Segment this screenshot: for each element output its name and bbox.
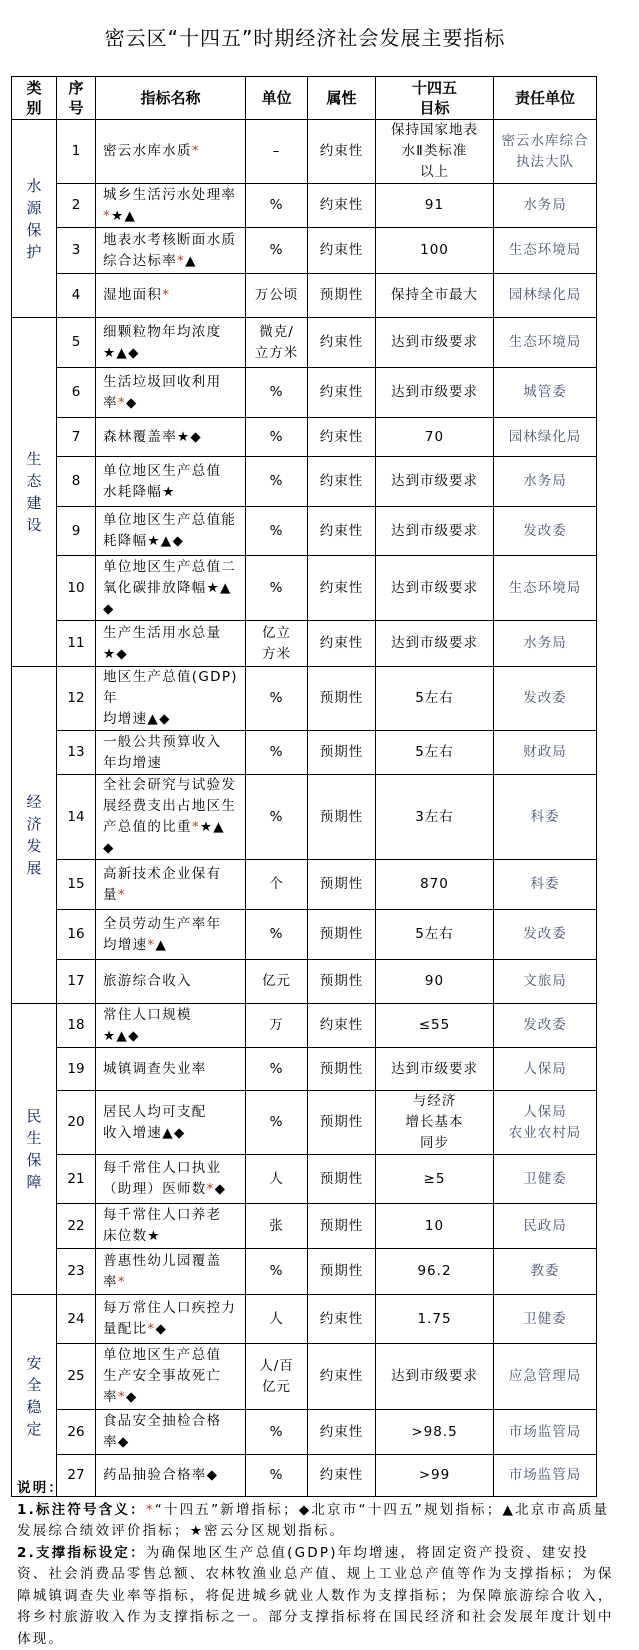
indicators-table bbox=[11, 76, 597, 1497]
attribute-cell: 约束性 bbox=[308, 1004, 376, 1048]
seq-cell: 3 bbox=[57, 228, 96, 274]
responsible-unit-cell: 园林绿化局 bbox=[494, 418, 597, 457]
indicator-name: 单位地区生产总值 生产安全事故死亡 率 bbox=[103, 1347, 221, 1405]
note-2-label: 2.支撑指标设定： bbox=[17, 1545, 146, 1561]
new-indicator-mark: * bbox=[118, 1274, 126, 1290]
indicator-marks: ★▲ ◆ bbox=[103, 580, 232, 617]
table-row bbox=[12, 1048, 597, 1091]
header-category: 类 别 bbox=[12, 77, 57, 120]
indicator-name-cell bbox=[96, 960, 246, 1004]
attribute-cell: 预期性 bbox=[308, 274, 376, 318]
responsible-unit-cell: 密云水库综合 执法大队 bbox=[494, 120, 597, 184]
indicator-name: 单位地区生产总值能 耗降幅 bbox=[103, 512, 236, 549]
header-seq: 序 号 bbox=[57, 77, 96, 120]
responsible-unit-cell: 文旅局 bbox=[494, 960, 597, 1004]
seq-cell: 4 bbox=[57, 274, 96, 318]
attribute-cell: 预期性 bbox=[308, 775, 376, 860]
indicator-name-cell bbox=[96, 1048, 246, 1091]
new-indicator-mark: * bbox=[118, 1389, 126, 1405]
responsible-unit-cell: 生态环境局 bbox=[494, 556, 597, 621]
attribute-cell: 预期性 bbox=[308, 1048, 376, 1091]
unit-cell: % bbox=[246, 368, 308, 418]
attribute-cell: 预期性 bbox=[308, 667, 376, 731]
indicator-name-cell bbox=[96, 184, 246, 228]
indicator-marks: ★▲◆ bbox=[103, 345, 140, 361]
indicator-name: 每千常住人口养老 床位数 bbox=[103, 1207, 221, 1244]
indicator-name-cell bbox=[96, 318, 246, 368]
indicator-name: 生产生活用水总量 bbox=[103, 625, 221, 641]
indicator-name: 食品安全抽检合格 率 bbox=[103, 1413, 221, 1450]
target-cell: 达到市级要求 bbox=[376, 368, 494, 418]
attribute-cell: 约束性 bbox=[308, 457, 376, 507]
seq-cell: 17 bbox=[57, 960, 96, 1004]
target-cell: 91 bbox=[376, 184, 494, 228]
responsible-unit-cell: 园林绿化局 bbox=[494, 274, 597, 318]
target-cell: ≤55 bbox=[376, 1004, 494, 1048]
indicator-marks: ▲ bbox=[185, 253, 197, 269]
indicator-name: 密云水库水质 bbox=[103, 143, 192, 159]
unit-cell: 人/百 亿元 bbox=[246, 1344, 308, 1410]
unit-cell: % bbox=[246, 731, 308, 775]
unit-cell: % bbox=[246, 1410, 308, 1455]
table-row bbox=[12, 1204, 597, 1249]
attribute-cell: 约束性 bbox=[308, 1455, 376, 1497]
indicator-marks: ◆ bbox=[155, 1321, 167, 1337]
unit-cell: 人 bbox=[246, 1155, 308, 1204]
unit-cell: % bbox=[246, 418, 308, 457]
indicator-name: 高新技术企业保有 量 bbox=[103, 866, 221, 903]
seq-cell: 2 bbox=[57, 184, 96, 228]
attribute-cell: 约束性 bbox=[308, 1344, 376, 1410]
responsible-unit-cell: 人保局 农业农村局 bbox=[494, 1091, 597, 1155]
target-cell: ≥5 bbox=[376, 1155, 494, 1204]
responsible-unit-cell: 生态环境局 bbox=[494, 318, 597, 368]
category-cell bbox=[12, 667, 57, 1004]
seq-cell: 26 bbox=[57, 1410, 96, 1455]
category-cell bbox=[12, 1004, 57, 1295]
indicator-name-cell bbox=[96, 1004, 246, 1048]
attribute-cell: 预期性 bbox=[308, 1249, 376, 1295]
target-cell: 5左右 bbox=[376, 731, 494, 775]
target-cell: 10 bbox=[376, 1204, 494, 1249]
indicator-name: 森林覆盖率 bbox=[103, 429, 177, 445]
indicator-marks: ◆ bbox=[215, 1181, 227, 1197]
unit-cell: 万公顷 bbox=[246, 274, 308, 318]
unit-cell: 个 bbox=[246, 860, 308, 910]
indicator-marks: ▲◆ bbox=[162, 1125, 185, 1141]
responsible-unit-cell: 市场监管局 bbox=[494, 1455, 597, 1497]
seq-cell: 21 bbox=[57, 1155, 96, 1204]
target-cell: 5左右 bbox=[376, 910, 494, 960]
note-1-text: “十四五”新增指标；◆北京市“十四五”规划指标；▲北京市高质量发展综合绩效评价指标；★密云分区规划指标。 bbox=[17, 1502, 609, 1540]
target-cell: 达到市级要求 bbox=[376, 1344, 494, 1410]
seq-cell: 16 bbox=[57, 910, 96, 960]
indicator-name: 一般公共预算收入 年均增速 bbox=[103, 734, 221, 771]
unit-cell: 微克/ 立方米 bbox=[246, 318, 308, 368]
seq-cell: 19 bbox=[57, 1048, 96, 1091]
unit-cell: % bbox=[246, 457, 308, 507]
new-indicator-mark: * bbox=[207, 1181, 215, 1197]
indicator-name-cell bbox=[96, 507, 246, 556]
indicator-name: 全员劳动生产率年 均增速 bbox=[103, 916, 221, 953]
new-indicator-mark: * bbox=[192, 819, 200, 835]
attribute-cell: 预期性 bbox=[308, 731, 376, 775]
indicator-name-cell bbox=[96, 731, 246, 775]
indicator-name: 旅游综合收入 bbox=[103, 973, 192, 989]
seq-cell: 15 bbox=[57, 860, 96, 910]
unit-cell: 人 bbox=[246, 1295, 308, 1344]
attribute-cell: 约束性 bbox=[308, 318, 376, 368]
indicator-marks: ★▲ bbox=[111, 208, 136, 224]
indicator-name-cell bbox=[96, 368, 246, 418]
table-row bbox=[12, 368, 597, 418]
attribute-cell: 约束性 bbox=[308, 1295, 376, 1344]
responsible-unit-cell: 发改委 bbox=[494, 667, 597, 731]
target-cell: 达到市级要求 bbox=[376, 318, 494, 368]
table-row bbox=[12, 556, 597, 621]
indicator-name-cell bbox=[96, 667, 246, 731]
header-attr: 属性 bbox=[308, 77, 376, 120]
table-row bbox=[12, 1004, 597, 1048]
new-indicator-mark: * bbox=[147, 937, 155, 953]
responsible-unit-cell: 科委 bbox=[494, 860, 597, 910]
indicator-name-cell bbox=[96, 1204, 246, 1249]
target-cell: 3左右 bbox=[376, 775, 494, 860]
seq-cell: 8 bbox=[57, 457, 96, 507]
indicator-name: 生活垃圾回收利用 率 bbox=[103, 374, 221, 411]
indicator-name: 单位地区生产总值 水耗降幅 bbox=[103, 463, 221, 500]
attribute-cell: 预期性 bbox=[308, 860, 376, 910]
header-name: 指标名称 bbox=[96, 77, 246, 120]
target-cell: 保持全市最大 bbox=[376, 274, 494, 318]
unit-cell: % bbox=[246, 1048, 308, 1091]
seq-cell: 1 bbox=[57, 120, 96, 184]
attribute-cell: 预期性 bbox=[308, 960, 376, 1004]
indicator-name-cell bbox=[96, 120, 246, 184]
new-indicator-mark: * bbox=[192, 143, 200, 159]
table-row bbox=[12, 860, 597, 910]
indicator-name-cell bbox=[96, 1410, 246, 1455]
indicator-name-cell bbox=[96, 1344, 246, 1410]
responsible-unit-cell: 市场监管局 bbox=[494, 1410, 597, 1455]
indicator-name-cell bbox=[96, 1249, 246, 1295]
indicator-name: 居民人均可支配 收入增速 bbox=[103, 1104, 207, 1141]
responsible-unit-cell: 水务局 bbox=[494, 621, 597, 667]
responsible-unit-cell: 生态环境局 bbox=[494, 228, 597, 274]
table-row bbox=[12, 910, 597, 960]
attribute-cell: 预期性 bbox=[308, 910, 376, 960]
note-1-label: 1.标注符号含义： bbox=[17, 1502, 146, 1518]
category-label: 民生保障 bbox=[26, 1105, 42, 1193]
attribute-cell: 约束性 bbox=[308, 368, 376, 418]
unit-cell: % bbox=[246, 184, 308, 228]
seq-cell: 7 bbox=[57, 418, 96, 457]
indicator-name-cell bbox=[96, 621, 246, 667]
header-row bbox=[12, 77, 597, 120]
new-indicator-mark: * bbox=[118, 887, 126, 903]
indicator-marks: ▲◆ bbox=[147, 711, 170, 727]
target-cell: 达到市级要求 bbox=[376, 1048, 494, 1091]
responsible-unit-cell: 水务局 bbox=[494, 184, 597, 228]
attribute-cell: 约束性 bbox=[308, 507, 376, 556]
seq-cell: 20 bbox=[57, 1091, 96, 1155]
responsible-unit-cell: 发改委 bbox=[494, 910, 597, 960]
unit-cell: % bbox=[246, 775, 308, 860]
target-cell: 870 bbox=[376, 860, 494, 910]
indicator-name: 城镇调查失业率 bbox=[103, 1061, 207, 1077]
target-cell: 90 bbox=[376, 960, 494, 1004]
responsible-unit-cell: 卫健委 bbox=[494, 1155, 597, 1204]
indicator-marks: ★▲◆ bbox=[103, 1028, 140, 1044]
unit-cell: % bbox=[246, 228, 308, 274]
attribute-cell: 预期性 bbox=[308, 1204, 376, 1249]
seq-cell: 18 bbox=[57, 1004, 96, 1048]
seq-cell: 11 bbox=[57, 621, 96, 667]
responsible-unit-cell: 卫健委 bbox=[494, 1295, 597, 1344]
indicator-name: 每万常住人口疾控力 量配比 bbox=[103, 1300, 236, 1337]
table-row bbox=[12, 318, 597, 368]
category-label: 水源保护 bbox=[26, 175, 42, 263]
seq-cell: 6 bbox=[57, 368, 96, 418]
indicator-name-cell bbox=[96, 418, 246, 457]
unit-cell: % bbox=[246, 910, 308, 960]
target-cell: >99 bbox=[376, 1455, 494, 1497]
indicator-name: 药品抽验合格率 bbox=[103, 1467, 207, 1483]
category-cell bbox=[12, 318, 57, 667]
new-indicator-mark: * bbox=[147, 1321, 155, 1337]
table-row bbox=[12, 274, 597, 318]
unit-cell: % bbox=[246, 507, 308, 556]
indicator-marks: ★◆ bbox=[177, 429, 202, 445]
responsible-unit-cell: 教委 bbox=[494, 1249, 597, 1295]
seq-cell: 5 bbox=[57, 318, 96, 368]
seq-cell: 12 bbox=[57, 667, 96, 731]
unit-cell: % bbox=[246, 1091, 308, 1155]
table-row bbox=[12, 507, 597, 556]
new-indicator-mark: * bbox=[162, 287, 170, 303]
category-cell bbox=[12, 1295, 57, 1497]
indicator-marks: ★▲◆ bbox=[147, 533, 184, 549]
responsible-unit-cell: 民政局 bbox=[494, 1204, 597, 1249]
indicator-name: 常住人口规模 bbox=[103, 1007, 192, 1023]
new-indicator-mark: * bbox=[177, 253, 185, 269]
seq-cell: 27 bbox=[57, 1455, 96, 1497]
target-cell: 达到市级要求 bbox=[376, 507, 494, 556]
indicator-name-cell bbox=[96, 1155, 246, 1204]
indicator-name-cell bbox=[96, 775, 246, 860]
table-row bbox=[12, 1344, 597, 1410]
responsible-unit-cell: 科委 bbox=[494, 775, 597, 860]
target-cell: 达到市级要求 bbox=[376, 457, 494, 507]
target-cell: 与经济 增长基本 同步 bbox=[376, 1091, 494, 1155]
attribute-cell: 约束性 bbox=[308, 184, 376, 228]
notes-title: 说明： bbox=[17, 1480, 64, 1496]
table-row bbox=[12, 457, 597, 507]
table-row bbox=[12, 621, 597, 667]
table-row bbox=[12, 120, 597, 184]
table-row bbox=[12, 1410, 597, 1455]
attribute-cell: 约束性 bbox=[308, 621, 376, 667]
indicator-name: 湿地面积 bbox=[103, 287, 162, 303]
attribute-cell: 约束性 bbox=[308, 228, 376, 274]
indicator-marks: ◆ bbox=[126, 1389, 138, 1405]
category-label: 安全稳定 bbox=[26, 1352, 42, 1440]
seq-cell: 10 bbox=[57, 556, 96, 621]
unit-cell: 亿元 bbox=[246, 960, 308, 1004]
seq-cell: 13 bbox=[57, 731, 96, 775]
unit-cell: % bbox=[246, 1249, 308, 1295]
target-cell: 5左右 bbox=[376, 667, 494, 731]
table-row bbox=[12, 775, 597, 860]
responsible-unit-cell: 财政局 bbox=[494, 731, 597, 775]
header-unit: 单位 bbox=[246, 77, 308, 120]
target-cell: >98.5 bbox=[376, 1410, 494, 1455]
target-cell: 达到市级要求 bbox=[376, 621, 494, 667]
attribute-cell: 预期性 bbox=[308, 1155, 376, 1204]
indicator-name-cell bbox=[96, 457, 246, 507]
seq-cell: 23 bbox=[57, 1249, 96, 1295]
note-2 bbox=[17, 1543, 617, 1650]
table-row bbox=[12, 1091, 597, 1155]
seq-cell: 22 bbox=[57, 1204, 96, 1249]
unit-cell: – bbox=[246, 120, 308, 184]
target-cell: 1.75 bbox=[376, 1295, 494, 1344]
indicator-marks: ◆ bbox=[207, 1467, 219, 1483]
header-target: 十四五 目标 bbox=[376, 77, 494, 120]
indicator-name: 单位地区生产总值二 氧化碳排放降幅 bbox=[103, 559, 236, 596]
table-row bbox=[12, 1155, 597, 1204]
indicator-name: 城乡生活污水处理率 bbox=[103, 187, 236, 203]
page-title: 密云区“十四五”时期经济社会发展主要指标 bbox=[0, 22, 610, 51]
table-row bbox=[12, 667, 597, 731]
notes bbox=[17, 1478, 617, 1650]
indicator-name-cell bbox=[96, 228, 246, 274]
indicator-marks: ★▲ ◆ bbox=[103, 819, 225, 856]
unit-cell: 万 bbox=[246, 1004, 308, 1048]
attribute-cell: 约束性 bbox=[308, 120, 376, 184]
indicator-name: 普惠性幼儿园覆盖 率 bbox=[103, 1253, 221, 1290]
responsible-unit-cell: 发改委 bbox=[494, 507, 597, 556]
seq-cell: 9 bbox=[57, 507, 96, 556]
indicator-name: 地表水考核断面水质 综合达标率 bbox=[103, 232, 236, 269]
note-2-text: 为确保地区生产总值(GDP)年均增速，将固定资产投资、建安投资、社会消费品零售总额、农林牧渔业总产值、规上工业总产值等作为支撑指标；为保障城镇调查失业率等指标，将促进城乡就业人数作为支撑指标；为保障旅游综合收入，将乡村旅游收入作为支撑指标之一。部分支撑指标将在国民经济和社会发展年度计划中体现。 bbox=[17, 1545, 614, 1647]
target-cell: 达到市级要求 bbox=[376, 556, 494, 621]
new-indicator-mark: * bbox=[146, 1502, 155, 1518]
indicator-marks: ◆ bbox=[126, 395, 138, 411]
table-row bbox=[12, 184, 597, 228]
table-row bbox=[12, 1295, 597, 1344]
category-label: 生态建设 bbox=[26, 448, 42, 536]
header-dept: 责任单位 bbox=[494, 77, 597, 120]
indicator-marks: ◆ bbox=[118, 1434, 130, 1450]
indicator-marks: ★◆ bbox=[103, 646, 128, 662]
new-indicator-mark: * bbox=[118, 395, 126, 411]
unit-cell: % bbox=[246, 1455, 308, 1497]
unit-cell: 亿立 方米 bbox=[246, 621, 308, 667]
table-row bbox=[12, 228, 597, 274]
indicator-marks: ▲ bbox=[155, 937, 167, 953]
indicator-name: 细颗粒物年均浓度 bbox=[103, 324, 221, 340]
target-cell: 70 bbox=[376, 418, 494, 457]
table-row bbox=[12, 1249, 597, 1295]
category-cell bbox=[12, 120, 57, 318]
note-1 bbox=[17, 1500, 617, 1543]
table-row bbox=[12, 418, 597, 457]
unit-cell: % bbox=[246, 667, 308, 731]
attribute-cell: 约束性 bbox=[308, 556, 376, 621]
category-label: 经济发展 bbox=[26, 791, 42, 879]
indicator-name: 地区生产总值(GDP)年 均增速 bbox=[103, 669, 238, 727]
indicator-name: 每千常住人口执业 （助理）医师数 bbox=[103, 1160, 221, 1197]
unit-cell: % bbox=[246, 556, 308, 621]
seq-cell: 14 bbox=[57, 775, 96, 860]
indicator-marks: ★ bbox=[147, 1228, 160, 1244]
attribute-cell: 预期性 bbox=[308, 1091, 376, 1155]
indicator-name: 全社会研究与试验发 展经费支出占地区生 产总值的比重 bbox=[103, 777, 236, 835]
unit-cell: 张 bbox=[246, 1204, 308, 1249]
indicator-marks: ★ bbox=[162, 484, 175, 500]
responsible-unit-cell: 城管委 bbox=[494, 368, 597, 418]
target-cell: 100 bbox=[376, 228, 494, 274]
attribute-cell: 约束性 bbox=[308, 1410, 376, 1455]
new-indicator-mark: * bbox=[103, 208, 111, 224]
responsible-unit-cell: 发改委 bbox=[494, 1004, 597, 1048]
indicator-name-cell bbox=[96, 860, 246, 910]
target-cell: 保持国家地表 水Ⅱ类标准 以上 bbox=[376, 120, 494, 184]
indicator-name-cell bbox=[96, 910, 246, 960]
seq-cell: 24 bbox=[57, 1295, 96, 1344]
table-row bbox=[12, 731, 597, 775]
target-cell: 96.2 bbox=[376, 1249, 494, 1295]
responsible-unit-cell: 水务局 bbox=[494, 457, 597, 507]
attribute-cell: 约束性 bbox=[308, 418, 376, 457]
indicator-name-cell bbox=[96, 556, 246, 621]
responsible-unit-cell: 应急管理局 bbox=[494, 1344, 597, 1410]
table-row bbox=[12, 960, 597, 1004]
responsible-unit-cell: 人保局 bbox=[494, 1048, 597, 1091]
indicator-name-cell bbox=[96, 274, 246, 318]
indicator-name-cell bbox=[96, 1091, 246, 1155]
indicator-name-cell bbox=[96, 1295, 246, 1344]
seq-cell: 25 bbox=[57, 1344, 96, 1410]
